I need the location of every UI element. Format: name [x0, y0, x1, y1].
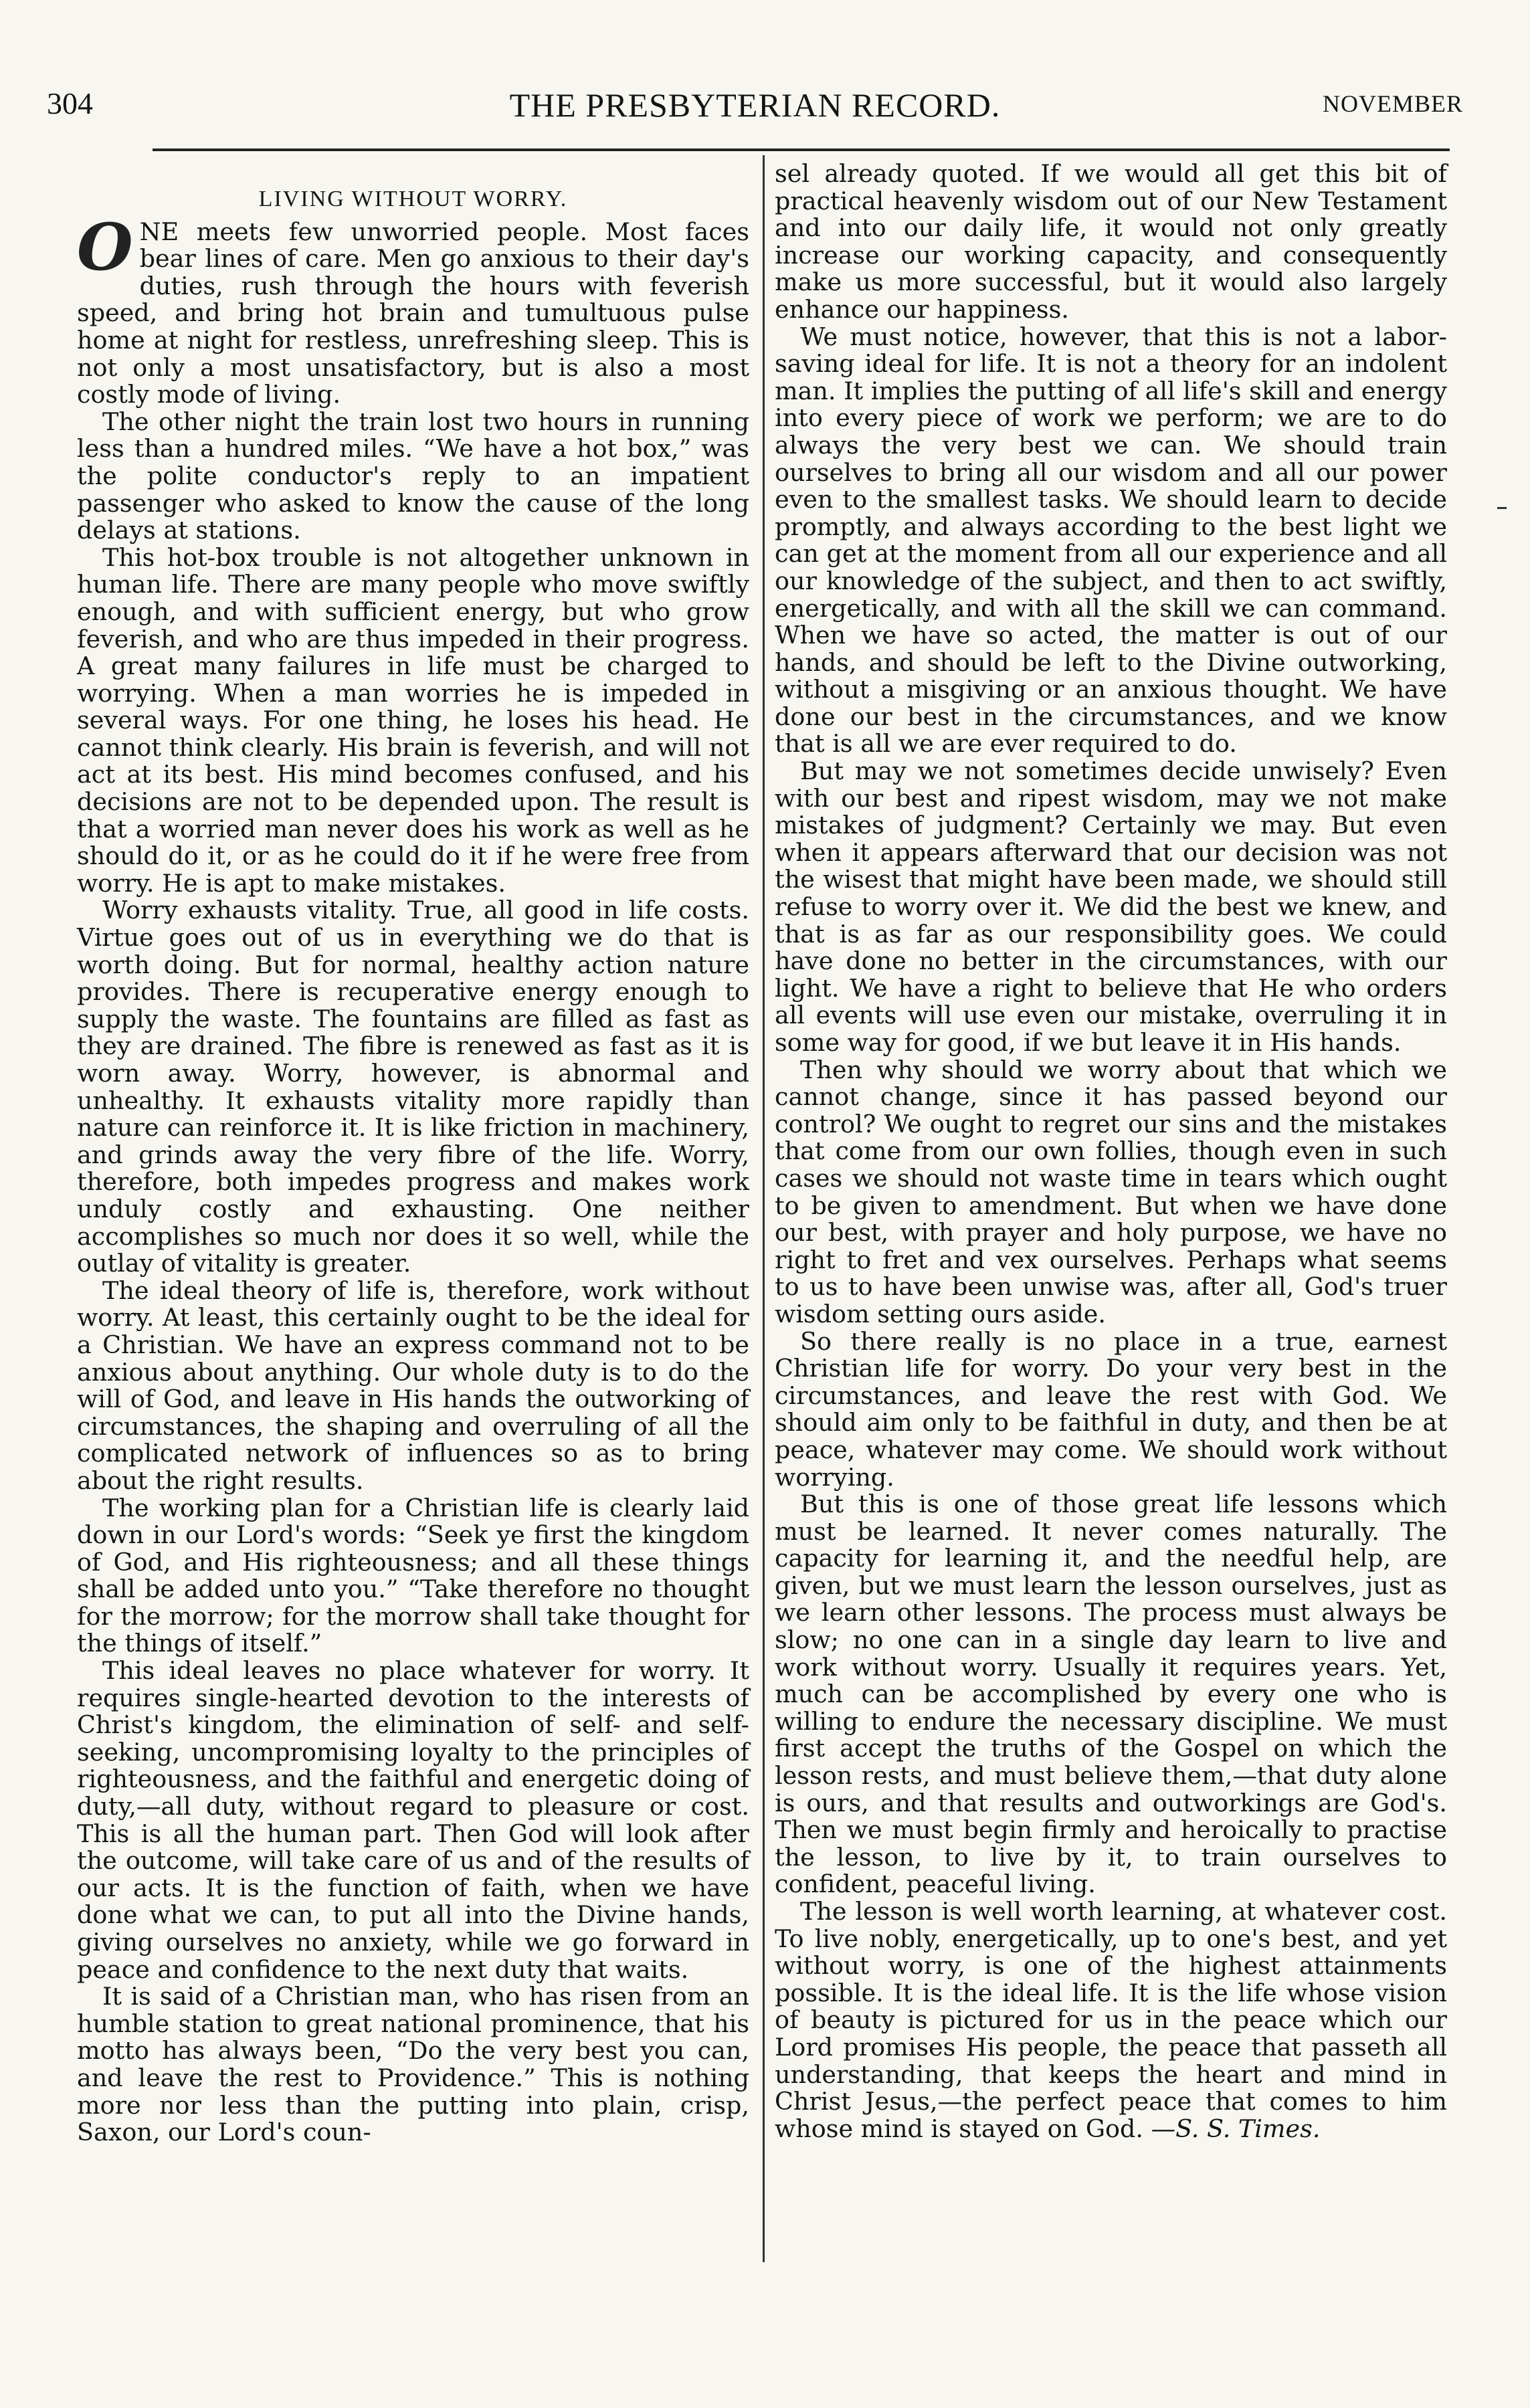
paragraph: The other night the train lost two hours in running less than a hundred miles. “We have a hot box,” was the polite conductor's reply to an impatient passenger who asked to know the cause of the long delays at stations.	[77, 407, 749, 545]
paragraph: We must notice, however, that this is not a labor-saving ideal for life. It is not a theory for an indolent man. It implies the putting of all life's skill and energy into every piece of work we perform; we are to do always the very best we can. We should train ourselves to bring all our wisdom and all our power even to the smallest tasks. We should learn to decide promptly, and always according to the best light we can get at the moment from all our experience and all our knowledge of the subject, and then to act swiftly, energetically, and with all the skill we can command. When we have so acted, the matter is out of our hands, and should be left to the Divine outworking, without a misgiving or an anxious thought. We have done our best in the circumstances, and we know that is all we are ever required to do.	[775, 322, 1447, 759]
paragraph: So there really is no place in a true, earnest Christian life for worry. Do your very best in the circumstances, and leave the rest with God. We should aim only to be faithful in duty, and then be at peace, whatever may come. We should work without worrying.	[775, 1326, 1447, 1492]
paragraph: The lesson is well worth learning, at whatever cost. To live nobly, energetically, up to one's best, and yet without worry, is one of the highest attainments possible. It is the ideal life. It is the life whose vision of beauty is pictured for us in the peace which our Lord promises His people, the peace that passeth all understanding, that keeps the heart and mind in Christ Jesus,—the perfect peace that comes to him whose mind is stayed on God. —S. S. Times.	[775, 1897, 1447, 2143]
paragraph: sel already quoted. If we would all get this bit of practical heavenly wisdom out of our New Testament and into our daily life, it would not only greatly increase our working capacity, and consequently make us more successful, but it would also largely enhance our happiness.	[775, 159, 1447, 324]
column-divider	[763, 155, 765, 2262]
header-rule	[153, 148, 1450, 151]
right-column	[775, 161, 1447, 2142]
attribution: —S. S. Times.	[1151, 2114, 1321, 2143]
paragraph: Worry exhausts vitality. True, all good in life costs. Virtue goes out of us in everything we do that is worth doing. But for normal, healthy action nature provides. There is recuperative energy enough to supply the waste. The fountains are filled as fast as they are drained. The fibre is renewed as fast as it is worn away. Worry, however, is abnormal and unhealthy. It exhausts vitality more rapidly than nature can reinforce it. It is like friction in machinery, and grinds away the very fibre of the life. Worry, therefore, both impedes progress and makes work unduly costly and exhausting. One neither accomplishes so much nor does it so well, while the outlay of vitality is greater.	[77, 896, 749, 1278]
paragraph: But may we not sometimes decide unwisely? Even with our best and ripest wisdom, may we not make mistakes of judgment? Certainly we may. But even when it appears afterward that our decision was not the wisest that might have been made, we should still refuse to worry over it. We did the best we knew, and that is as far as our responsibility goes. We could have done no better in the circumstances, with our light. We have a right to believe that He who orders all events will use even our mistake, overruling it in some way for good, if we but leave it in His hands.	[775, 757, 1447, 1057]
margin-mark	[1497, 507, 1507, 509]
paragraph: This hot-box trouble is not altogether unknown in human life. There are many people who move swiftly enough, and with sufficient energy, but who grow feverish, and who are thus impeded in their progress. A great many failures in life must be charged to worrying. When a man worries he is impeded in several ways. For one thing, he loses his head. He cannot think clearly. His brain is feverish, and will not act at its best. His mind becomes confused, and his decisions are not to be depended upon. The result is that a worried man never does his work as well as he should do it, or as he could do it if he were free from worry. He is apt to make mistakes.	[77, 542, 749, 898]
paragraph: It is said of a Christian man, who has risen from an humble station to great national prominence, that his motto has always been, “Do the very best you can, and leave the rest to Providence.” This is nothing more nor less than the putting into plain, crisp, Saxon, our Lord's coun-	[77, 1982, 749, 2147]
left-column	[77, 166, 749, 2146]
issue-month: NOVEMBER	[1322, 90, 1463, 117]
page-header	[47, 86, 1463, 132]
paragraph: This ideal leaves no place whatever for worry. It requires single-hearted devotion to the interests of Christ's kingdom, the elimination of self- and self-seeking, uncompromising loyalty to the principles of righteousness, and the faithful and energetic doing of duty,—all duty, without regard to pleasure or cost. This is all the human part. Then God will look after the outcome, will take care of us and of the results of our acts. It is the function of faith, when we have done what we can, to put all into the Divine hands, giving ourselves no anxiety, while we go forward in peace and confidence to the next duty that waits.	[77, 1656, 749, 1984]
journal-title: THE PRESBYTERIAN RECORD.	[509, 86, 1001, 124]
article-title: LIVING WITHOUT WORRY.	[258, 187, 568, 211]
paragraph: The working plan for a Christian life is clearly laid down in our Lord's words: “Seek ye first the kingdom of God, and His righteousness; and all these things shall be added unto you.” “Take therefore no thought for the morrow; for the morrow shall take thought for the things of itself.”	[77, 1493, 749, 1658]
drop-cap: O	[77, 209, 133, 285]
page-number: 304	[47, 86, 93, 120]
paragraph: ONE meets few unworried people. Most faces bear lines of care. Men go anxious to their day's duties, rush through the hours with feverish speed, and bring hot brain and tumultuous pulse home at night for restless, unrefreshing sleep. This is not only a most unsatisfactory, but is also a most costly mode of living.	[77, 209, 749, 409]
paragraph: The ideal theory of life is, therefore, work without worry. At least, this certainly ought to be the ideal for a Christian. We have an express command not to be anxious about anything. Our whole duty is to do the will of God, and leave in His hands the outworking of circumstances, the shaping and overruling of all the complicated network of influences so as to bring about the right results.	[77, 1276, 749, 1495]
paragraph: Then why should we worry about that which we cannot change, since it has passed beyond our control? We ought to regret our sins and the mistakes that come from our own follies, though even in such cases we should not waste time in tears which ought to be given to amendment. But when we have done our best, with prayer and holy purpose, we have no right to fret and vex ourselves. Perhaps what seems to us to have been unwise was, after all, God's truer wisdom setting ours aside.	[775, 1055, 1447, 1328]
paragraph: But this is one of those great life lessons which must be learned. It never comes naturally. The capacity for learning it, and the needful help, are given, but we must learn the lesson ourselves, just as we learn other lessons. The process must always be slow; no one can in a single day learn to live and work without worry. Usually it requires years. Yet, much can be accomplished by every one who is willing to endure the necessary discipline. We must first accept the truths of the Gospel on which the lesson rests, and must believe them,—that duty alone is ours, and that results and outworkings are God's. Then we must begin firmly and heroically to practise the lesson, to live by it, to train ourselves to confident, peaceful living.	[775, 1490, 1447, 1899]
